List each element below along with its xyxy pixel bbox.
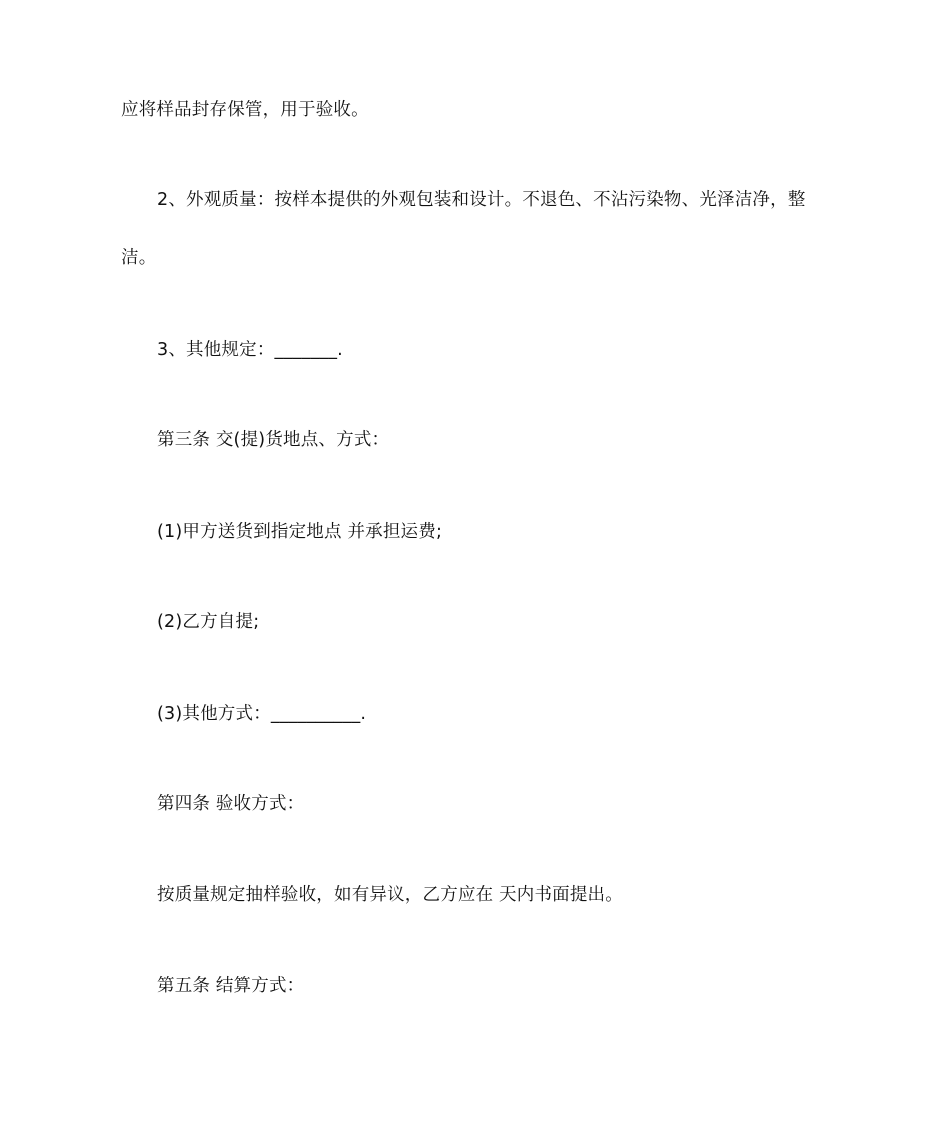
article-5-heading: 第五条 结算方式： [157, 976, 305, 996]
article-4-heading: 第四条 验收方式： [157, 794, 305, 814]
inspection-text: 按质量规定抽样验收，如有异议，乙方应在 天内书面提出。 [157, 885, 623, 905]
text-line-appearance-quality: 2、外观质量：按样本提供的外观包装和设计。不退色、不沾污染物、光泽洁净，整 [157, 190, 806, 210]
delivery-option-3: (3)其他方式：__________. [157, 704, 367, 724]
delivery-option-1: (1)甲方送货到指定地点 并承担运费; [157, 522, 443, 542]
text-line-other-rules: 3、其他规定：_______. [157, 340, 343, 360]
text-line-appearance-quality-cont: 洁。 [121, 248, 157, 268]
text-line-sample-storage: 应将样品封存保管，用于验收。 [121, 100, 369, 120]
delivery-option-2: (2)乙方自提; [157, 612, 260, 632]
article-3-heading: 第三条 交(提)货地点、方式： [157, 430, 390, 450]
